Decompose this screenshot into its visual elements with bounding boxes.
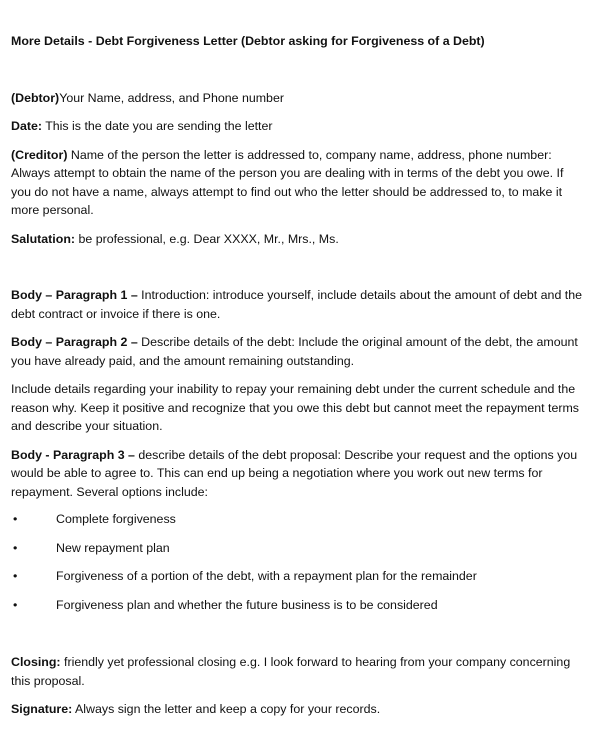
list-item [11,539,586,558]
date-text: This is the date you are sending the letter [41,119,273,133]
closing-text: friendly yet professional closing e.g. I look forward to hearing from your company concerning this proposal. [11,655,571,688]
salutation-label: Salutation: [11,231,76,246]
salutation-text: be professional, e.g. Dear XXXX, Mr., Mrs., Ms. [75,231,339,246]
option-text: New repayment plan [56,540,170,555]
closing-label: Closing: [11,655,61,669]
salutation-line [11,230,586,249]
body-paragraph-2 [11,333,586,370]
signature-line [11,700,586,719]
closing-paragraph [11,653,586,690]
debtor-line [11,89,586,108]
options-list [11,510,586,614]
creditor-text: Name of the person the letter is addressed to, company name, address, phone number: Always attempt to obtain the name of the person you are dealing with in terms of the debt you owe. If you do not have a name, always attempt to find out who the letter should be addressed to, to make it more personal. [11,147,564,217]
list-item [11,596,586,615]
option-text: Forgiveness of a portion of the debt, with a repayment plan for the remainder [56,569,477,583]
body-paragraph-1-text: Introduction: introduce yourself, include details about the amount of debt and the debt contract or invoice if there is one. [11,288,583,321]
bullet-icon: • [13,512,18,526]
body-paragraph-1 [11,286,586,323]
bullet-icon: • [13,569,18,583]
creditor-paragraph [11,146,586,220]
body-paragraph-1-label: Body – Paragraph 1 – [11,288,138,302]
date-label: Date: [11,119,42,133]
list-item [11,567,586,586]
option-text: Complete forgiveness [56,512,176,526]
creditor-label: (Creditor) [11,147,68,162]
body-paragraph-3 [11,446,586,502]
body-paragraph-2-continued: Include details regarding your inability to repay your remaining debt under the current schedule and the reason why. Keep it positive and recognize that you owe this debt but cannot meet the repayment terms and describe your situation. [11,382,579,433]
body-paragraph-2-label: Body – Paragraph 2 – [11,335,138,349]
date-line [11,117,586,136]
body-paragraph-2-text: Describe details of the debt: Include the original amount of the debt, the amount you have already paid, and the amount remaining outstanding. [11,335,578,368]
signature-text: Always sign the letter and keep a copy for your records. [72,702,381,716]
bullet-icon: • [13,597,18,612]
list-item [11,510,586,529]
debtor-label: (Debtor) [11,90,60,105]
body-paragraph-3-text: describe details of the debt proposal: Describe your request and the options you would be able to agree to. This can end up being a negotiation where you work out new terms for repayment. Several options include: [11,447,578,499]
signature-label: Signature: [11,702,73,716]
body-paragraph-3-label: Body - Paragraph 3 – [11,447,135,462]
bullet-icon: • [13,540,18,555]
document-title: More Details - Debt Forgiveness Letter (Debtor asking for Forgiveness of a Debt) [11,34,485,48]
debtor-text: Your Name, address, and Phone number [59,90,284,105]
option-text: Forgiveness plan and whether the future business is to be considered [56,597,438,612]
